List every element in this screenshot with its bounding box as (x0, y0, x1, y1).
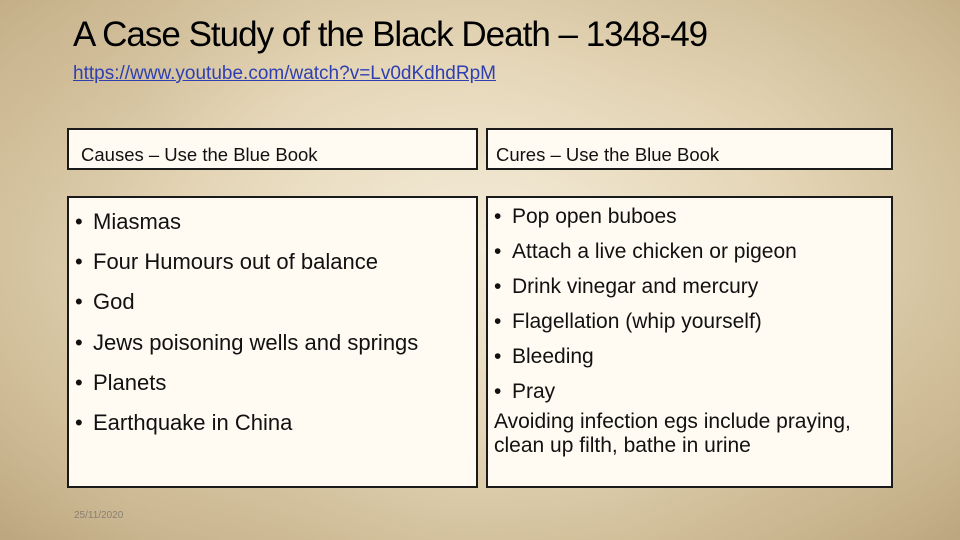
list-item-text: Flagellation (whip yourself) (512, 310, 762, 333)
bullet-icon: • (494, 310, 502, 333)
bullet-icon: • (494, 345, 502, 368)
cures-content-box (486, 196, 893, 488)
list-item-text: Jews poisoning wells and springs (93, 329, 419, 355)
list-item (75, 363, 418, 403)
list-item-text: Pop open buboes (512, 205, 677, 228)
list-item (494, 199, 797, 234)
list-item (75, 323, 418, 363)
bullet-icon: • (75, 410, 83, 436)
list-item-text: Earthquake in China (93, 410, 293, 436)
list-item (494, 304, 797, 339)
bullet-icon: • (75, 249, 83, 275)
list-item-text: Drink vinegar and mercury (512, 275, 759, 298)
list-item (494, 234, 797, 269)
cures-heading: Cures – Use the Blue Book (496, 144, 720, 165)
slide-date: 25/11/2020 (74, 510, 124, 521)
cures-header-box (486, 128, 893, 170)
list-item (75, 242, 418, 282)
list-item-text: Planets (93, 369, 167, 395)
list-item-text: Miasmas (93, 209, 182, 234)
list-item-text: Four Humours out of balance (93, 249, 378, 275)
bullet-icon: • (494, 205, 502, 228)
bullet-icon: • (75, 289, 83, 315)
video-link[interactable]: https://www.youtube.com/watch?v=Lv0dKdhdRpM (73, 63, 496, 84)
list-item-text: Bleeding (512, 345, 594, 368)
list-item (75, 202, 418, 242)
infection-note: Avoiding infection egs include praying, clean up filth, bathe in urine (494, 410, 851, 457)
list-item (75, 282, 418, 322)
list-item (75, 403, 418, 443)
bullet-icon: • (494, 240, 502, 263)
list-item (494, 339, 797, 374)
bullet-icon: • (75, 209, 83, 234)
bullet-icon: • (494, 275, 502, 298)
cures-list (494, 199, 797, 409)
list-item (494, 374, 797, 409)
bullet-icon: • (75, 329, 83, 355)
causes-heading: Causes – Use the Blue Book (81, 144, 318, 165)
bullet-icon: • (75, 369, 83, 395)
causes-content-box (67, 196, 478, 488)
causes-list (75, 202, 418, 443)
list-item-text: Pray (512, 380, 556, 403)
list-item-text: God (93, 289, 135, 315)
slide-title: A Case Study of the Black Death – 1348-49 (73, 15, 708, 54)
causes-header-box (67, 128, 478, 170)
list-item (494, 269, 797, 304)
list-item-text: Attach a live chicken or pigeon (512, 240, 797, 263)
bullet-icon: • (494, 380, 502, 403)
